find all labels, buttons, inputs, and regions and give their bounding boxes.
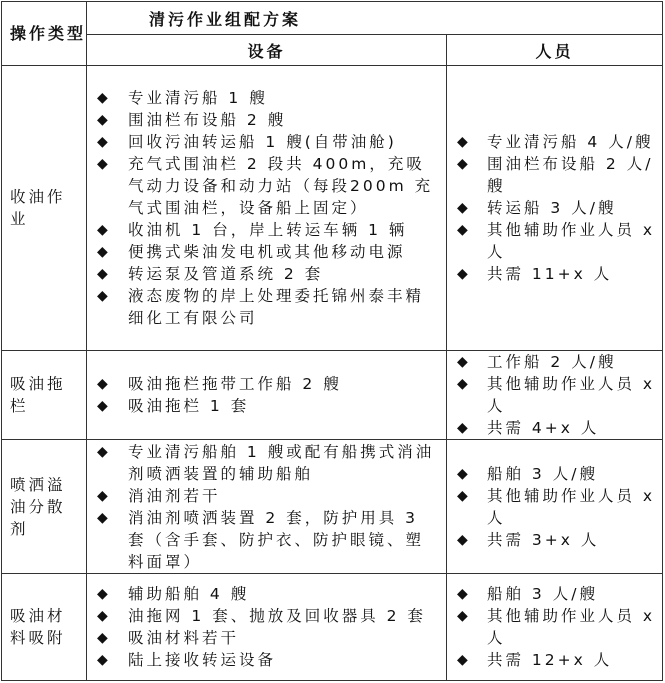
diamond-bullet-icon: ◆ xyxy=(457,531,468,548)
equipment-cell-list xyxy=(87,87,446,329)
equipment-cell xyxy=(87,66,447,351)
list-item-text: 油拖网 1 套、抛放及回收器具 2 套 xyxy=(128,607,426,625)
equipment-cell xyxy=(87,574,447,681)
list-item-text: 收油机 1 台，岸上转运车辆 1 辆 xyxy=(128,221,408,239)
diamond-bullet-icon: ◆ xyxy=(457,222,468,238)
diamond-bullet-icon: ◆ xyxy=(457,354,468,370)
diamond-bullet-icon: ◆ xyxy=(457,376,468,392)
diamond-bullet-icon: ◆ xyxy=(97,244,108,260)
list-item xyxy=(87,395,446,417)
list-item xyxy=(87,285,446,329)
list-item-text: 围油栏布设船 2 人/艘 xyxy=(487,155,654,195)
diamond-bullet-icon: ◆ xyxy=(457,652,468,668)
table-row xyxy=(2,351,663,440)
list-item-text: 液态废物的岸上处理委托锦州泰丰精细化工有限公司 xyxy=(128,287,425,327)
op-type-cell xyxy=(2,440,87,574)
diamond-bullet-icon: ◆ xyxy=(457,586,468,602)
diamond-bullet-icon: ◆ xyxy=(97,222,108,238)
list-item-text: 共需 11+x 人 xyxy=(487,265,613,283)
diamond-bullet-icon: ◆ xyxy=(457,487,468,504)
personnel-cell-list xyxy=(447,131,662,285)
op-type-cell xyxy=(2,574,87,681)
list-item-text: 船舶 3 人/艘 xyxy=(487,585,598,603)
list-item xyxy=(87,263,446,285)
equipment-cell xyxy=(87,440,447,574)
op-type-text: 吸油材料吸附 xyxy=(10,607,66,647)
diamond-bullet-icon: ◆ xyxy=(97,652,108,668)
header-row-2 xyxy=(2,35,663,66)
list-item-text: 吸油拖栏 1 套 xyxy=(128,397,250,415)
diamond-bullet-icon: ◆ xyxy=(457,608,468,624)
diamond-bullet-icon: ◆ xyxy=(457,156,468,172)
list-item-text: 共需 4+x 人 xyxy=(487,419,600,437)
diamond-bullet-icon: ◆ xyxy=(97,398,108,414)
personnel-cell xyxy=(447,440,663,574)
list-item-text: 其他辅助作业人员 x 人 xyxy=(487,375,656,415)
list-item xyxy=(447,219,662,263)
list-item xyxy=(447,153,662,197)
list-item xyxy=(87,649,446,671)
list-item xyxy=(87,507,446,573)
op-type-text: 喷洒溢油分散剂 xyxy=(10,475,66,538)
personnel-header-text: 人员 xyxy=(535,41,574,61)
plan-title-header xyxy=(87,2,663,35)
table-row xyxy=(2,440,663,574)
list-item-text: 吸油材料若干 xyxy=(128,629,240,647)
diamond-bullet-icon: ◆ xyxy=(97,630,108,646)
equipment-cell-list xyxy=(87,373,446,417)
list-item-text: 其他辅助作业人员 x 人 xyxy=(487,486,656,527)
list-item xyxy=(447,373,662,417)
list-item xyxy=(87,241,446,263)
list-item-text: 辅助船舶 4 艘 xyxy=(128,585,250,603)
list-item-text: 共需 3+x 人 xyxy=(487,530,600,549)
list-item-text: 专业清污船 1 艘 xyxy=(128,89,268,107)
list-item-text: 转运船 3 人/艘 xyxy=(487,199,617,217)
list-item xyxy=(87,131,446,153)
list-item xyxy=(87,109,446,131)
list-item xyxy=(87,583,446,605)
diamond-bullet-icon: ◆ xyxy=(97,608,108,624)
list-item-text: 其他辅助作业人员 x 人 xyxy=(487,607,656,647)
personnel-header xyxy=(447,35,663,66)
list-item-text: 工作船 2 人/艘 xyxy=(487,353,617,371)
personnel-cell xyxy=(447,574,663,681)
diamond-bullet-icon: ◆ xyxy=(97,112,108,128)
list-item xyxy=(447,605,662,649)
list-item xyxy=(447,583,662,605)
table-row xyxy=(2,66,663,351)
list-item-text: 便携式柴油发电机或其他移动电源 xyxy=(128,243,406,261)
list-item-text: 充气式围油栏 2 段共 400m，充吸气动力设备和动力站（每段200m 充气式围油栏，设备船上固定） xyxy=(128,155,434,217)
personnel-cell xyxy=(447,66,663,351)
diamond-bullet-icon: ◆ xyxy=(97,586,108,602)
list-item-text: 吸油拖栏拖带工作船 2 艘 xyxy=(128,375,342,393)
list-item xyxy=(447,351,662,373)
personnel-cell-list xyxy=(447,583,662,671)
list-item-text: 陆上接收转运设备 xyxy=(128,651,277,669)
cleanup-plan-table xyxy=(1,1,663,681)
equipment-cell xyxy=(87,351,447,440)
personnel-cell-list xyxy=(447,463,662,551)
diamond-bullet-icon: ◆ xyxy=(457,134,468,150)
op-type-header-text: 操作类型 xyxy=(10,23,87,43)
list-item xyxy=(447,485,662,529)
diamond-bullet-icon: ◆ xyxy=(97,487,108,504)
diamond-bullet-icon: ◆ xyxy=(97,509,108,526)
equipment-header xyxy=(87,35,447,66)
list-item xyxy=(447,529,662,551)
list-item xyxy=(87,219,446,241)
list-item xyxy=(447,131,662,153)
diamond-bullet-icon: ◆ xyxy=(97,288,108,304)
equipment-cell-list xyxy=(87,583,446,671)
op-type-header xyxy=(2,2,87,66)
diamond-bullet-icon: ◆ xyxy=(457,465,468,482)
list-item xyxy=(87,87,446,109)
op-type-text: 吸油拖栏 xyxy=(10,375,66,415)
diamond-bullet-icon: ◆ xyxy=(457,420,468,436)
equipment-cell-list xyxy=(87,441,446,573)
list-item xyxy=(87,605,446,627)
list-item-text: 消油剂若干 xyxy=(128,486,221,505)
op-type-cell xyxy=(2,66,87,351)
list-item-text: 专业清污船舶 1 艘或配有船携式消油剂喷洒装置的辅助船舶 xyxy=(128,442,435,483)
list-item-text: 回收污油转运船 1 艘(自带油舱) xyxy=(128,133,397,151)
table-row xyxy=(2,574,663,681)
list-item xyxy=(87,441,446,485)
list-item-text: 专业清污船 4 人/艘 xyxy=(487,133,654,151)
diamond-bullet-icon: ◆ xyxy=(97,266,108,282)
diamond-bullet-icon: ◆ xyxy=(457,266,468,282)
diamond-bullet-icon: ◆ xyxy=(457,200,468,216)
op-type-text: 收油作业 xyxy=(10,188,66,228)
list-item xyxy=(447,263,662,285)
list-item xyxy=(447,417,662,439)
list-item xyxy=(447,197,662,219)
diamond-bullet-icon: ◆ xyxy=(97,376,108,392)
list-item-text: 其他辅助作业人员 x 人 xyxy=(487,221,656,261)
list-item xyxy=(447,649,662,671)
list-item-text: 消油剂喷洒装置 2 套，防护用具 3 套（含手套、防护衣、防护眼镜、塑料面罩） xyxy=(128,508,425,571)
diamond-bullet-icon: ◆ xyxy=(97,90,108,106)
list-item-text: 围油栏布设船 2 艘 xyxy=(128,111,287,129)
list-item xyxy=(87,373,446,395)
list-item-text: 船舶 3 人/艘 xyxy=(487,464,598,483)
header-row-1 xyxy=(2,2,663,35)
list-item xyxy=(87,153,446,219)
personnel-cell xyxy=(447,351,663,440)
list-item-text: 转运泵及管道系统 2 套 xyxy=(128,265,324,283)
equipment-header-text: 设备 xyxy=(247,41,286,61)
list-item xyxy=(87,627,446,649)
list-item xyxy=(87,485,446,507)
list-item-text: 共需 12+x 人 xyxy=(487,651,613,669)
diamond-bullet-icon: ◆ xyxy=(97,443,108,460)
diamond-bullet-icon: ◆ xyxy=(97,134,108,150)
diamond-bullet-icon: ◆ xyxy=(97,156,108,172)
op-type-cell xyxy=(2,351,87,440)
personnel-cell-list xyxy=(447,351,662,439)
plan-title-text: 清污作业组配方案 xyxy=(149,9,302,29)
list-item xyxy=(447,463,662,485)
